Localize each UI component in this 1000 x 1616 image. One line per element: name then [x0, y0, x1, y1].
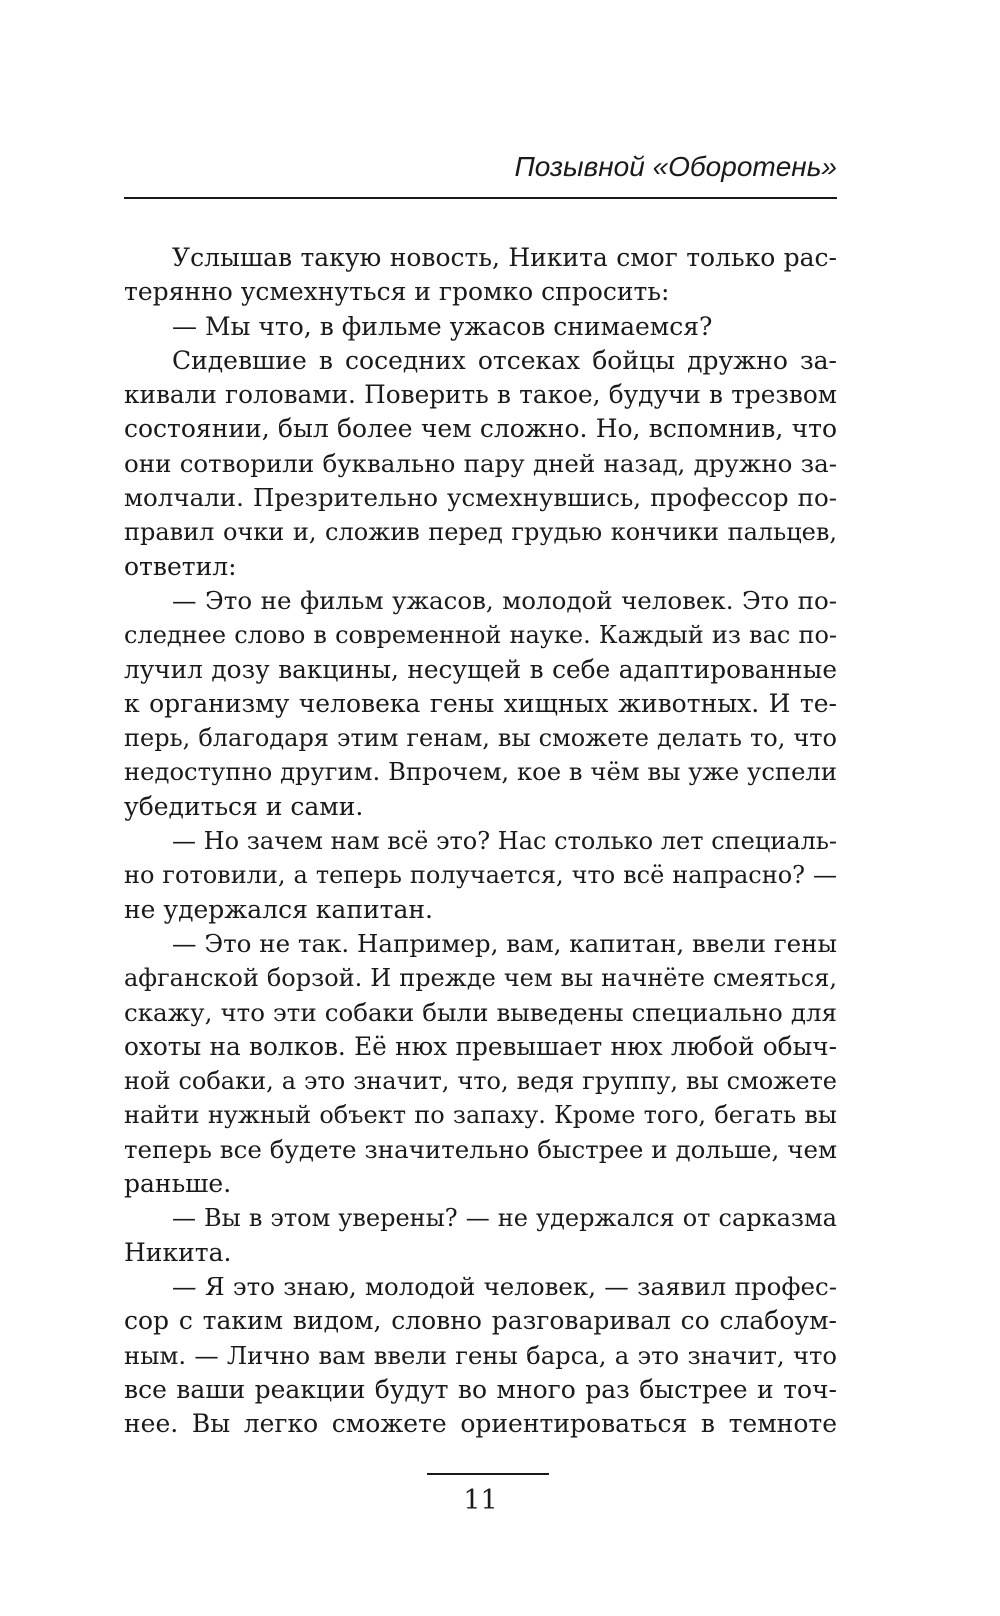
text-line: они сотворили буквально пару дней назад, дружно за- [124, 448, 837, 478]
text-line: сор с таким видом, словно разговаривал со слабоум- [124, 1306, 837, 1336]
header-rule [124, 197, 837, 199]
text-line: недоступно другим. Впрочем, кое в чём вы уже успели [124, 757, 837, 787]
text-line: скажу, что эти собаки были выведены специально для [124, 997, 837, 1027]
running-title: Позывной «Оборотень» [514, 151, 837, 182]
text-line: охоты на волков. Её нюх превышает нюх любой обыч- [124, 1031, 837, 1061]
text-line: лучил дозу вакцины, несущей в себе адаптированные [124, 654, 837, 684]
text-line: афганской борзой. И прежде чем вы начнёте смеяться, [124, 964, 837, 993]
text-line: молчали. Презрительно усмехнувшись, профессор по- [124, 483, 837, 513]
footer-rule [427, 1473, 549, 1475]
text-line: теперь все будете значительно быстрее и дольше, чем [124, 1134, 837, 1164]
text-line: — Мы что, в фильме ужасов снимаемся? [172, 311, 713, 341]
text-line: Сидевшие в соседних отсеках бойцы дружно за- [172, 345, 837, 375]
text-line: убедиться и сами. [124, 791, 364, 821]
text-line: ной собаки, а это значит, что, ведя группу, вы сможете [124, 1067, 837, 1096]
page-number: 11 [463, 1485, 498, 1516]
text-line: нее. Вы легко сможете ориентироваться в темноте [124, 1409, 837, 1439]
text-line: найти нужный объект по запаху. Кроме того, бегать вы [124, 1101, 837, 1130]
text-line: — Это не фильм ужасов, молодой человек. Это по- [172, 585, 837, 615]
text-line: — Но зачем нам всё это? Нас столько лет специаль- [172, 827, 837, 856]
text-line: ным. — Лично вам ввели гены барса, а это значит, что [124, 1340, 837, 1370]
text-line: все ваши реакции будут во много раз быстрее и точ- [124, 1374, 837, 1404]
text-line: — Я это знаю, молодой человек, — заявил профес- [172, 1271, 837, 1301]
text-line: к организму человека гены хищных животных. И те- [124, 688, 837, 718]
body-text [124, 241, 837, 1441]
text-line: ответил: [124, 551, 237, 581]
text-line: — Вы в этом уверены? — не удержался от сарказма [172, 1204, 837, 1233]
text-line: — Это не так. Например, вам, капитан, ввели гены [172, 928, 837, 958]
text-line: состоянии, был более чем сложно. Но, вспомнив, что [124, 414, 837, 444]
text-line: терянно усмехнуться и громко спросить: [124, 277, 670, 307]
text-line: кивали головами. Поверить в такое, будучи в трезвом [124, 380, 837, 410]
text-line: не удержался капитан. [124, 894, 434, 924]
text-line: но готовили, а теперь получается, что всё напрасно? — [124, 861, 837, 890]
text-line: следнее слово в современной науке. Каждый из вас по- [124, 621, 837, 650]
text-line: перь, благодаря этим генам, вы сможете делать то, что [124, 724, 837, 753]
text-line: Никита. [124, 1237, 232, 1267]
text-line: раньше. [124, 1169, 232, 1199]
text-line: Услышав такую новость, Никита смог только рас- [172, 243, 837, 272]
text-line: правил очки и, сложив перед грудью кончики пальцев, [124, 518, 837, 547]
